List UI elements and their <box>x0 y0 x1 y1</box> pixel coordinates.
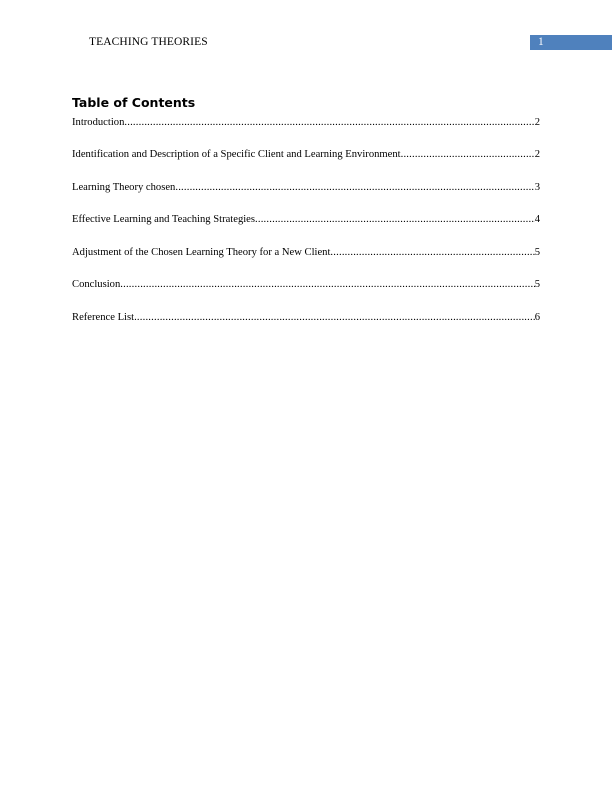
toc-entry-page: 5 <box>534 279 540 290</box>
toc-entry-page: 2 <box>534 149 540 160</box>
toc-entry-page: 2 <box>534 117 540 128</box>
running-header-title: TEACHING THEORIES <box>89 36 208 48</box>
table-of-contents <box>72 115 540 342</box>
toc-entry-introduction[interactable] <box>72 115 540 131</box>
toc-dot-leader <box>124 115 534 131</box>
toc-heading: Table of Contents <box>72 95 196 110</box>
toc-entry-reference-list[interactable] <box>72 310 540 326</box>
toc-entry-page: 5 <box>534 246 540 258</box>
toc-dot-leader <box>175 180 534 196</box>
toc-dot-leader <box>401 147 535 163</box>
toc-entry-page: 3 <box>534 181 540 193</box>
toc-entry-adjustment[interactable] <box>72 245 540 261</box>
toc-entry-conclusion[interactable] <box>72 277 540 293</box>
toc-entry-label: Conclusion <box>72 279 121 290</box>
toc-dot-leader <box>134 310 535 326</box>
toc-entry-page: 6 <box>534 311 540 323</box>
toc-entry-label: Identification and Description of a Specific Client and Learning Environment <box>72 149 401 160</box>
toc-entry-label: Effective Learning and Teaching Strategies <box>72 214 256 225</box>
page-number: 1 <box>538 36 544 48</box>
page-number-badge <box>530 35 612 50</box>
toc-entry-learning-theory[interactable] <box>72 180 540 196</box>
toc-entry-page: 4 <box>534 214 540 225</box>
toc-dot-leader <box>330 245 534 261</box>
toc-dot-leader <box>120 277 534 293</box>
toc-entry-strategies[interactable] <box>72 212 540 228</box>
toc-entry-label: Adjustment of the Chosen Learning Theory for a New Client <box>72 246 331 258</box>
toc-entry-label: Introduction <box>72 117 125 128</box>
toc-dot-leader <box>255 212 535 228</box>
toc-entry-client-environment[interactable] <box>72 147 540 163</box>
toc-entry-label: Reference List <box>72 311 135 323</box>
toc-entry-label: Learning Theory chosen <box>72 181 176 193</box>
